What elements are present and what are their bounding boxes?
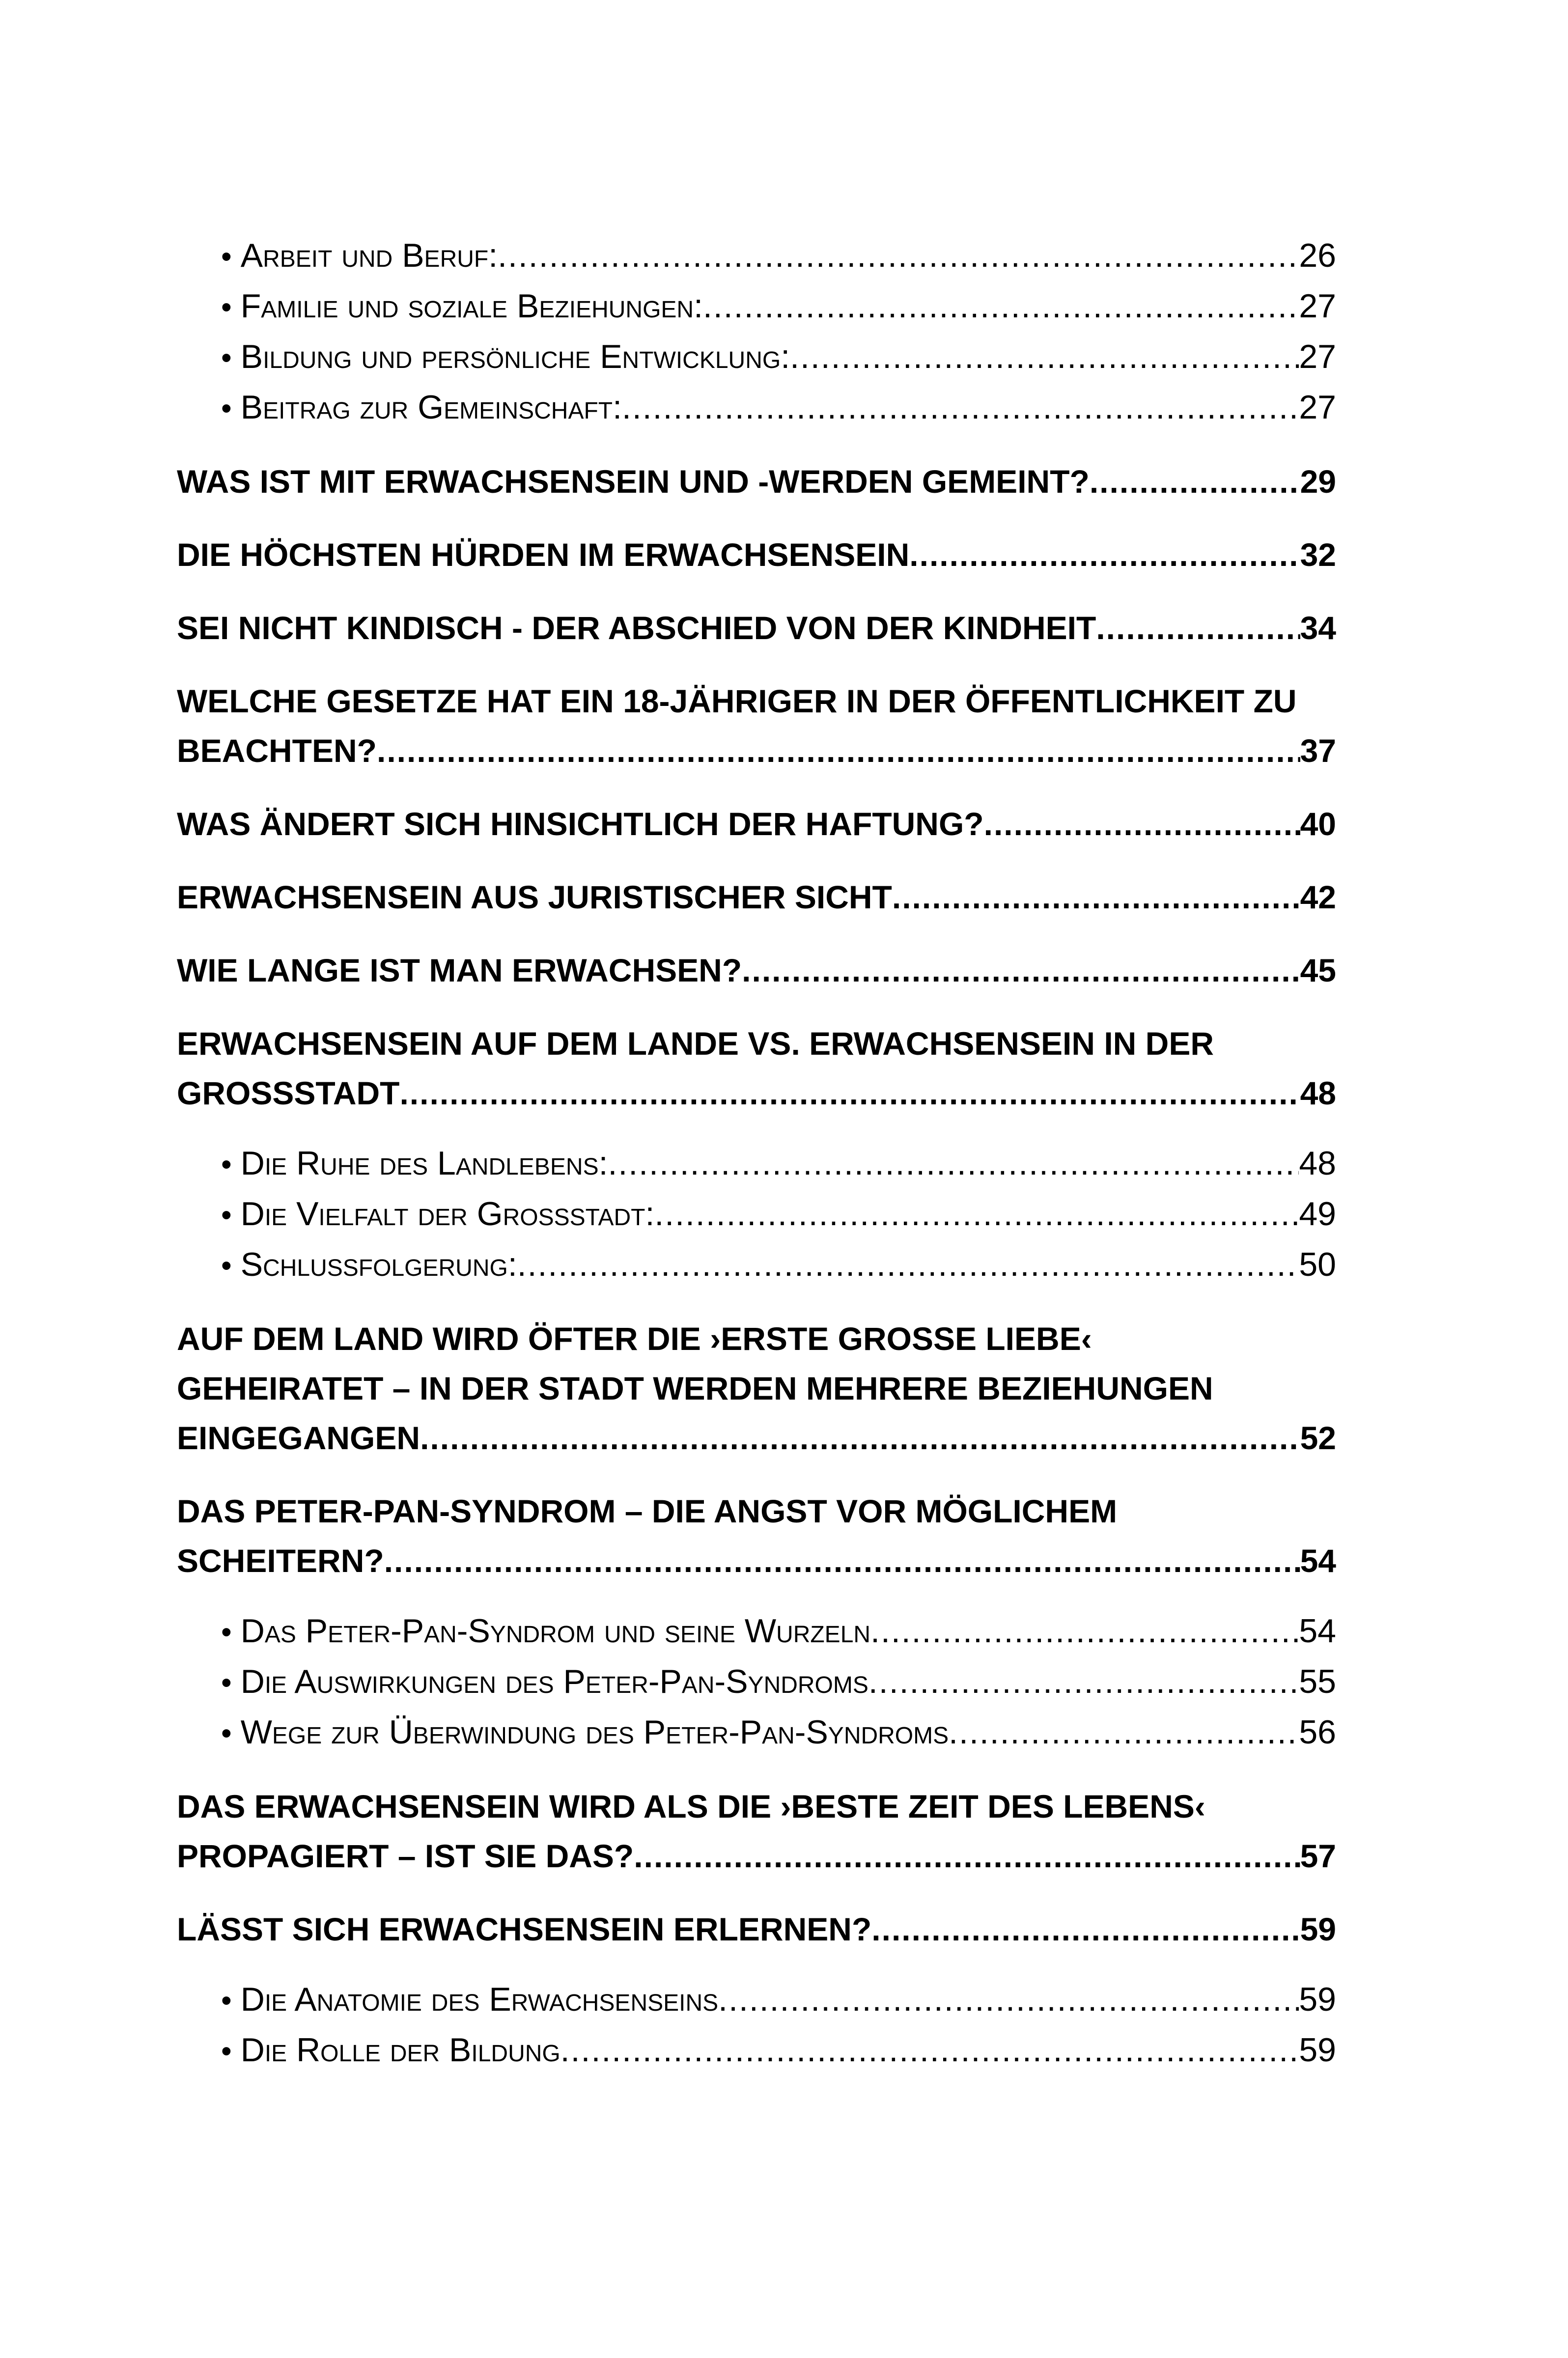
toc-chapter[interactable] [177, 1019, 1336, 1118]
toc-subentry[interactable] [177, 1139, 1336, 1189]
page-number: 37 [1300, 732, 1336, 769]
dot-leader [892, 872, 1300, 922]
toc-subentry[interactable] [177, 231, 1336, 281]
toc-chapter[interactable] [177, 1314, 1336, 1463]
bullet-icon: • [221, 1984, 232, 2018]
bullet-icon: • [221, 341, 232, 375]
toc-chapter[interactable] [177, 1905, 1336, 1954]
toc-subentry[interactable] [177, 1657, 1336, 1708]
toc-chapter-title: ERWACHSENSEIN AUS JURISTISCHER SICHT [177, 879, 892, 915]
page-number: 34 [1300, 610, 1336, 646]
toc-entry-row [221, 1240, 1336, 1291]
bullet-icon: • [221, 290, 232, 324]
toc-entry-row [177, 1831, 1336, 1881]
page-number: 59 [1299, 1981, 1336, 2018]
page-number: 50 [1299, 1246, 1336, 1283]
dot-leader [909, 530, 1300, 580]
toc-chapter-title: GROSSSTADT [177, 1075, 400, 1111]
bullet-icon: • [221, 1666, 232, 1700]
toc-chapter-title: DIE HÖCHSTEN HÜRDEN IM ERWACHSENSEIN [177, 536, 910, 573]
dot-leader [871, 1905, 1300, 1954]
dot-leader [703, 281, 1299, 331]
toc-entry-row [177, 946, 1336, 995]
bullet-icon: • [221, 240, 232, 274]
bullet-icon: • [221, 1716, 232, 1750]
toc-entry-row [221, 332, 1336, 383]
toc-entry-row [177, 1068, 1336, 1118]
dot-leader [742, 946, 1300, 995]
page-number: 45 [1300, 952, 1336, 988]
page-number: 32 [1300, 536, 1336, 573]
toc-entry-row [221, 1606, 1336, 1657]
page-number: 42 [1300, 879, 1336, 915]
toc-subentry-title: Schlussfolgerung: [240, 1246, 517, 1283]
dot-leader [608, 1139, 1299, 1188]
dot-leader [498, 231, 1299, 281]
toc-entry-row [177, 1905, 1336, 1954]
toc-subentry-title: Die Ruhe des Landlebens: [240, 1145, 608, 1182]
toc-chapter[interactable] [177, 603, 1336, 653]
toc-chapter-title-line: GEHEIRATET – IN DER STADT WERDEN MEHRERE BEZIEHUNGEN [177, 1370, 1213, 1406]
dot-leader [399, 1068, 1300, 1118]
page-number: 55 [1299, 1663, 1336, 1700]
toc-chapter-title: SCHEITERN? [177, 1543, 384, 1579]
page-number: 52 [1300, 1420, 1336, 1456]
bullet-icon: • [221, 2034, 232, 2068]
toc-entry-row [221, 281, 1336, 332]
dot-leader [634, 1831, 1300, 1881]
toc-subentry[interactable] [177, 332, 1336, 383]
toc-subentry-title: Beitrag zur Gemeinschaft: [240, 389, 622, 426]
toc-chapter-title: BEACHTEN? [177, 732, 377, 769]
dot-leader [790, 332, 1299, 382]
toc-chapter-title-line: AUF DEM LAND WIRD ÖFTER DIE ›ERSTE GROSSE LIEBE‹ [177, 1320, 1092, 1357]
page-number: 40 [1300, 806, 1336, 842]
page-number: 59 [1300, 1911, 1336, 1947]
dot-leader [377, 726, 1300, 776]
toc-entry-row [177, 872, 1336, 922]
page-number: 56 [1299, 1713, 1336, 1751]
toc-chapter-title: WAS IST MIT ERWACHSENSEIN UND -WERDEN GEMEINT? [177, 463, 1090, 500]
toc-subentry[interactable] [177, 383, 1336, 433]
toc-entry-row [177, 530, 1336, 580]
page-number: 27 [1299, 287, 1336, 325]
page-number: 59 [1299, 2031, 1336, 2069]
toc-subentry[interactable] [177, 1606, 1336, 1657]
toc-chapter-title: WAS ÄNDERT SICH HINSICHTLICH DER HAFTUNG? [177, 806, 984, 842]
toc-chapter[interactable] [177, 872, 1336, 922]
bullet-icon: • [221, 1148, 232, 1181]
toc-entry-row [221, 1189, 1336, 1240]
bullet-icon: • [221, 1615, 232, 1649]
dot-leader [384, 1536, 1300, 1586]
toc-subentry[interactable] [177, 281, 1336, 332]
toc-entry-row [221, 1975, 1336, 2025]
toc-chapter-title-line: DAS PETER-PAN-SYNDROM – DIE ANGST VOR MÖGLICHEM [177, 1493, 1118, 1529]
toc-subentry-title: Arbeit und Beruf: [240, 237, 498, 274]
toc-chapter[interactable] [177, 530, 1336, 580]
dot-leader [420, 1413, 1300, 1463]
toc-chapter-title-line: WELCHE GESETZE HAT EIN 18-JÄHRIGER IN DER ÖFFENTLICHKEIT ZU [177, 683, 1297, 719]
page-number: 57 [1300, 1838, 1336, 1874]
toc-chapter-title-line: DAS ERWACHSENSEIN WIRD ALS DIE ›BESTE ZEIT DES LEBENS‹ [177, 1788, 1205, 1825]
table-of-contents [177, 231, 1336, 2076]
toc-chapter[interactable] [177, 799, 1336, 849]
toc-chapter-title: PROPAGIERT – IST SIE DAS? [177, 1838, 634, 1874]
toc-subentry[interactable] [177, 1240, 1336, 1291]
dot-leader [622, 383, 1299, 432]
dot-leader [984, 799, 1300, 849]
toc-subentry[interactable] [177, 2025, 1336, 2076]
toc-subentry-title: Bildung und persönliche Entwicklung: [240, 338, 790, 375]
bullet-icon: • [221, 1198, 232, 1232]
toc-chapter[interactable] [177, 457, 1336, 506]
dot-leader [560, 2025, 1299, 2075]
toc-chapter-title-line: ERWACHSENSEIN AUF DEM LANDE VS. ERWACHSENSEIN IN DER [177, 1025, 1214, 1062]
toc-chapter-title: LÄSST SICH ERWACHSENSEIN ERLERNEN? [177, 1911, 872, 1947]
toc-entry-row [177, 799, 1336, 849]
dot-leader [654, 1189, 1299, 1239]
toc-subentry-title: Das Peter-Pan-Syndrom und seine Wurzeln [240, 1612, 871, 1650]
toc-chapter-title: EINGEGANGEN [177, 1420, 420, 1456]
toc-entry-row [221, 1139, 1336, 1189]
toc-entry-row [221, 2025, 1336, 2076]
toc-subentry-title: Familie und soziale Beziehungen: [240, 287, 703, 325]
toc-entry-row [177, 726, 1336, 776]
bullet-icon: • [221, 392, 232, 425]
toc-chapter-title: WIE LANGE IST MAN ERWACHSEN? [177, 952, 742, 988]
dot-leader [949, 1708, 1299, 1757]
toc-subentry-title: Wege zur Überwindung des Peter-Pan-Syndroms [240, 1713, 949, 1751]
dot-leader [517, 1240, 1299, 1290]
page-number: 27 [1299, 389, 1336, 426]
toc-subentry[interactable] [177, 1708, 1336, 1758]
toc-chapter[interactable] [177, 676, 1336, 776]
dot-leader [1096, 603, 1300, 653]
toc-entry-row [221, 1708, 1336, 1758]
page-number: 49 [1299, 1195, 1336, 1233]
toc-chapter-title: SEI NICHT KINDISCH - DER ABSCHIED VON DER KINDHEIT [177, 610, 1096, 646]
page-number: 29 [1300, 463, 1336, 500]
toc-entry-row [221, 231, 1336, 281]
toc-entry-row [177, 1413, 1336, 1463]
toc-chapter[interactable] [177, 946, 1336, 995]
toc-subentry-title: Die Anatomie des Erwachsenseins [240, 1981, 719, 2018]
toc-subentry-title: Die Auswirkungen des Peter-Pan-Syndroms [240, 1663, 868, 1700]
toc-subentry[interactable] [177, 1189, 1336, 1240]
dot-leader [870, 1606, 1299, 1656]
dot-leader [718, 1975, 1299, 2024]
page-number: 48 [1300, 1075, 1336, 1111]
toc-subentry-title: Die Rolle der Bildung [240, 2031, 560, 2069]
toc-chapter[interactable] [177, 1487, 1336, 1586]
page-number: 26 [1299, 237, 1336, 274]
page-number: 54 [1299, 1612, 1336, 1650]
toc-entry-row [221, 383, 1336, 433]
toc-subentry[interactable] [177, 1975, 1336, 2025]
dot-leader [868, 1657, 1299, 1707]
toc-entry-row [177, 603, 1336, 653]
bullet-icon: • [221, 1249, 232, 1283]
page-number: 27 [1299, 338, 1336, 375]
toc-entry-row [221, 1657, 1336, 1708]
dot-leader [1090, 457, 1300, 506]
toc-chapter[interactable] [177, 1782, 1336, 1881]
toc-entry-row [177, 1536, 1336, 1586]
page-number: 48 [1299, 1145, 1336, 1182]
toc-subentry-title: Die Vielfalt der Grossstadt: [240, 1195, 655, 1233]
page-number: 54 [1300, 1543, 1336, 1579]
toc-entry-row [177, 457, 1336, 506]
